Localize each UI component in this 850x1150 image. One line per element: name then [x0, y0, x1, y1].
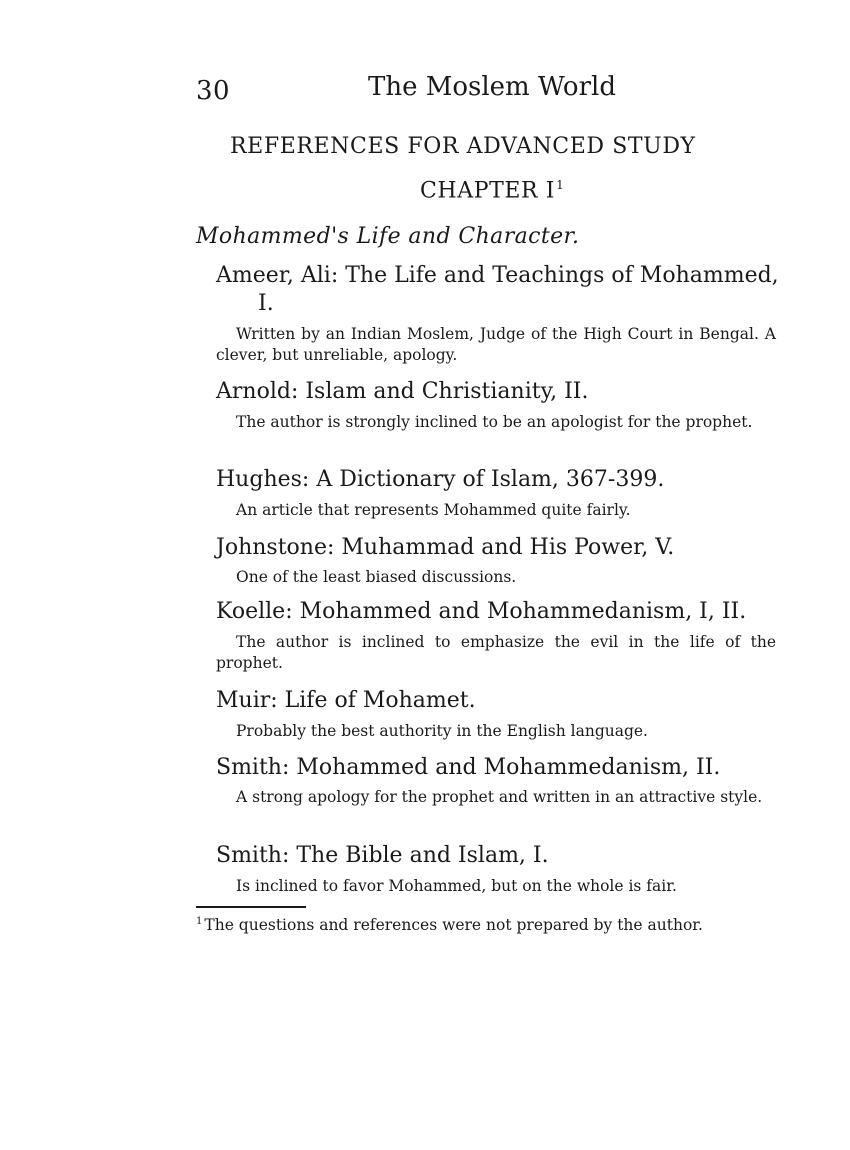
chapter-label: CHAPTER I: [420, 178, 556, 204]
footnote-marker: 1: [196, 916, 203, 927]
reference-note: One of the least biased discussions.: [236, 568, 517, 586]
reference-title: Johnstone: Muhammad and His Power, V.: [216, 535, 675, 560]
reference-title: Smith: The Bible and Islam, I.: [216, 843, 549, 868]
reference-note: The author is strongly inclined to be an apologist for the prophet.: [236, 413, 753, 431]
reference-title: Muir: Life of Mohamet.: [216, 688, 476, 713]
reference-title: Koelle: Mohammed and Mohammedanism, I, II.: [216, 599, 747, 624]
reference-title-line: Ameer, Ali: The Life and Teachings of Mohammed,: [216, 263, 779, 288]
reference-note: Written by an Indian Moslem, Judge of the High Court in Bengal. A clever, but unreliable, apology.: [216, 325, 776, 364]
topic-heading: Mohammed's Life and Character.: [196, 224, 580, 249]
footnote-text: The questions and references were not prepared by the author.: [204, 916, 703, 935]
footnote: [196, 916, 703, 934]
section-title: REFERENCES FOR ADVANCED STUDY: [230, 134, 696, 159]
reference-note: A strong apology for the prophet and written in an attractive style.: [236, 788, 763, 806]
running-head: The Moslem World: [368, 72, 616, 102]
reference-title: Hughes: A Dictionary of Islam, 367-399.: [216, 467, 665, 492]
reference-title: Arnold: Islam and Christianity, II.: [216, 379, 589, 404]
reference-note: Is inclined to favor Mohammed, but on the whole is fair.: [236, 877, 677, 895]
footnote-rule: [196, 906, 306, 908]
reference-note: An article that represents Mohammed quite fairly.: [236, 501, 631, 519]
chapter-footnote-marker: 1: [556, 178, 565, 192]
reference-title: Smith: Mohammed and Mohammedanism, II.: [216, 755, 721, 780]
reference-note: The author is inclined to emphasize the evil in the life of the prophet.: [216, 633, 776, 672]
reference-title: [216, 262, 786, 318]
page-number: 30: [196, 76, 231, 106]
reference-note: Probably the best authority in the English language.: [236, 722, 648, 740]
chapter-heading: [420, 178, 564, 203]
reference-title-continuation: I.: [258, 291, 274, 316]
